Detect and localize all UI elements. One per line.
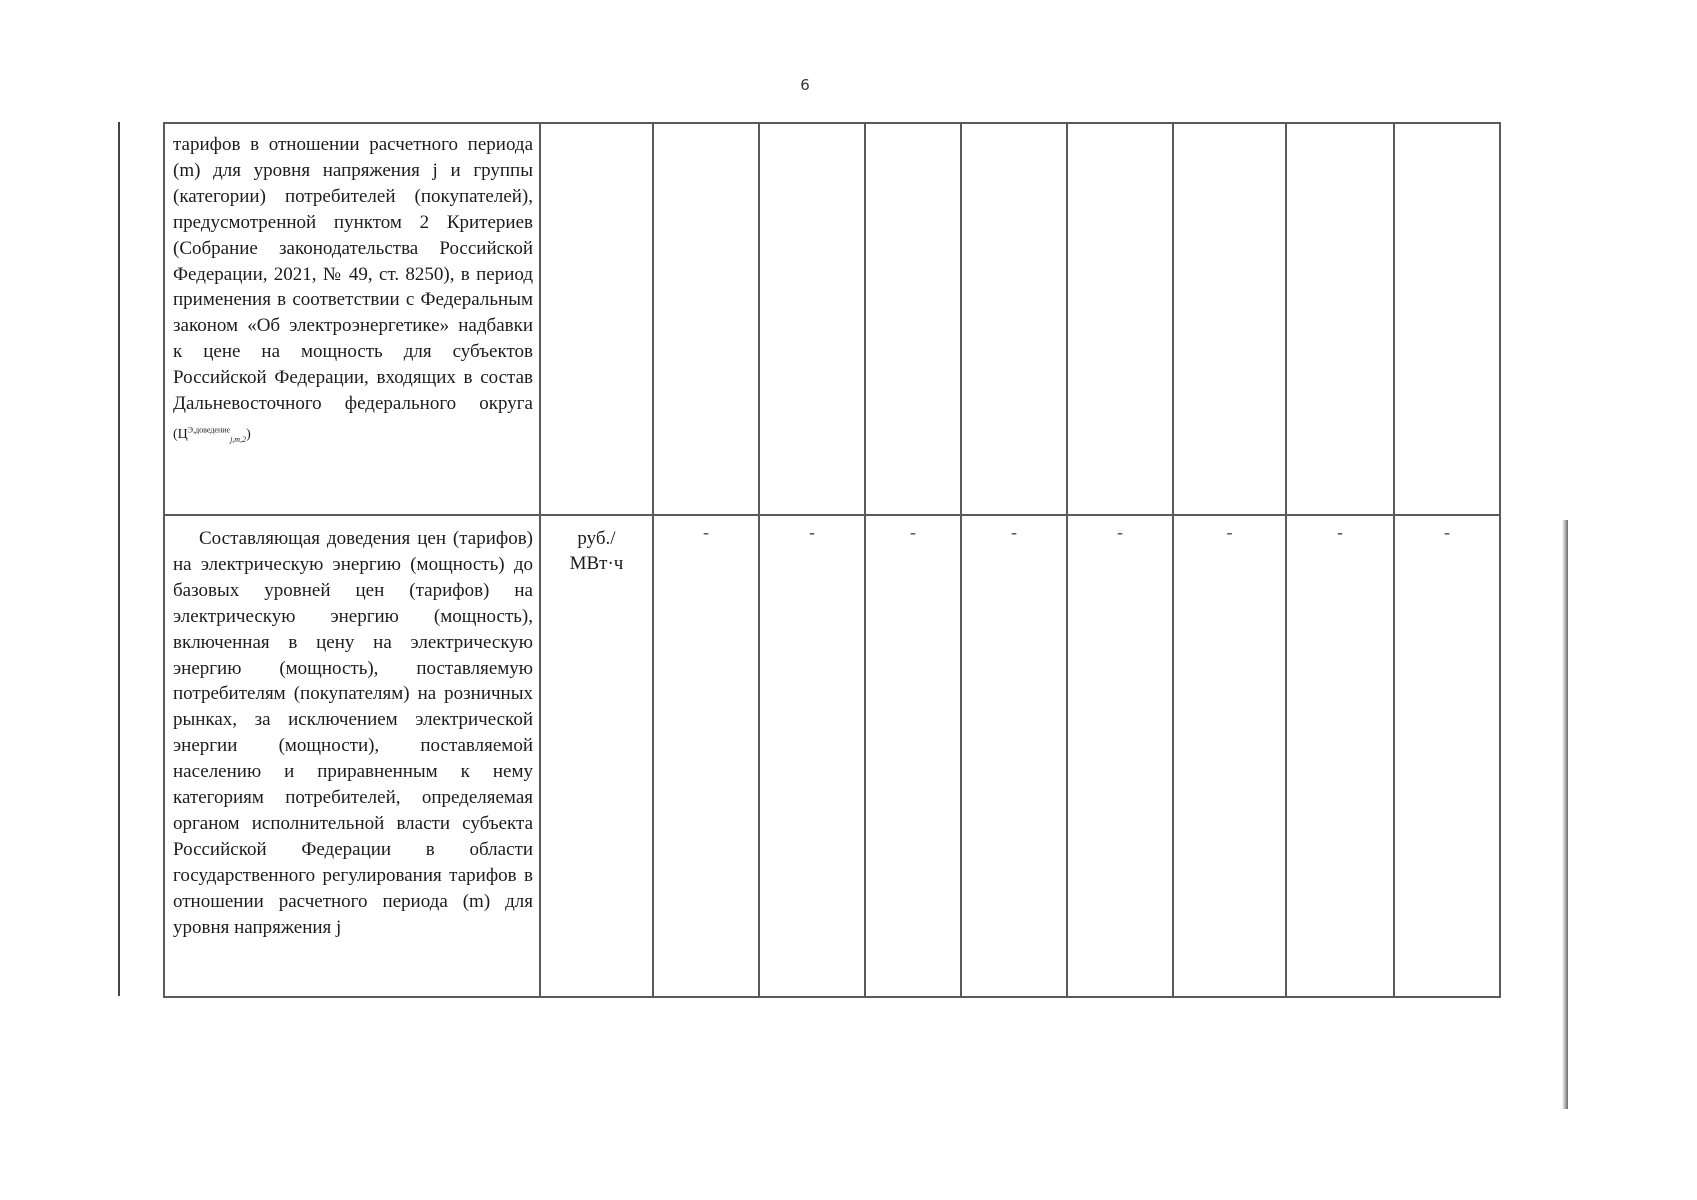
value-cell — [961, 123, 1067, 515]
tariff-table — [163, 122, 1501, 998]
unit-label: руб./ МВт·ч — [569, 528, 624, 574]
value-cell: - — [1173, 515, 1286, 997]
value-cell: - — [1286, 515, 1394, 997]
value-cell — [759, 123, 865, 515]
value-cell — [1394, 123, 1500, 515]
description-cell — [164, 515, 540, 997]
formula-symbol: $(Ц^{Э,доведение}_{j,m,2})$ — [173, 424, 251, 444]
unit-cell — [540, 123, 653, 515]
value-cell: - — [1394, 515, 1500, 997]
unit-cell — [540, 515, 653, 997]
value-cell: - — [653, 515, 759, 997]
binding-margin-line — [118, 122, 120, 996]
value-cell: - — [865, 515, 961, 997]
description-cell — [164, 123, 540, 515]
page-number: 6 — [800, 76, 810, 94]
scan-shadow-edge — [1562, 520, 1568, 1109]
table-row — [164, 123, 1500, 515]
description-text: Составляющая доведения цен (тарифов) на электрическую энергию (мощность) до базовых уровней цен (тарифов) на электрическую энергию (мощность), включенная в цену на электрическую энергию (мощность), поставляемую потребителям (покупателям) на розничных рынках, за исключением электрической энергии (мощности), поставляемой населению и приравненным к нему категориям потребителей, определяемая органом исполнительной власти субъекта Российской Федерации в области государственного регулирования тарифов в отношении расчетного периода (m) для уровня напряжения j — [173, 528, 533, 938]
value-cell — [653, 123, 759, 515]
value-cell — [865, 123, 961, 515]
value-cell: - — [1067, 515, 1173, 997]
value-cell: - — [759, 515, 865, 997]
table-row — [164, 515, 1500, 997]
value-cell — [1173, 123, 1286, 515]
value-cell — [1286, 123, 1394, 515]
value-cell: - — [961, 515, 1067, 997]
description-text: тарифов в отношении расчетного периода (m) для уровня напряжения j и группы (категории) потребителей (покупателей), предусмотренной пунктом 2 Критериев (Собрание законодательства Российской Федерации, 2021, № 49, ст. 8250), в период применения в соответствии с Федеральным законом «Об электроэнергетике» надбавки к цене на мощность для субъектов Российской Федерации, входящих в состав Дальневосточного федерального округа — [173, 134, 533, 415]
value-cell — [1067, 123, 1173, 515]
